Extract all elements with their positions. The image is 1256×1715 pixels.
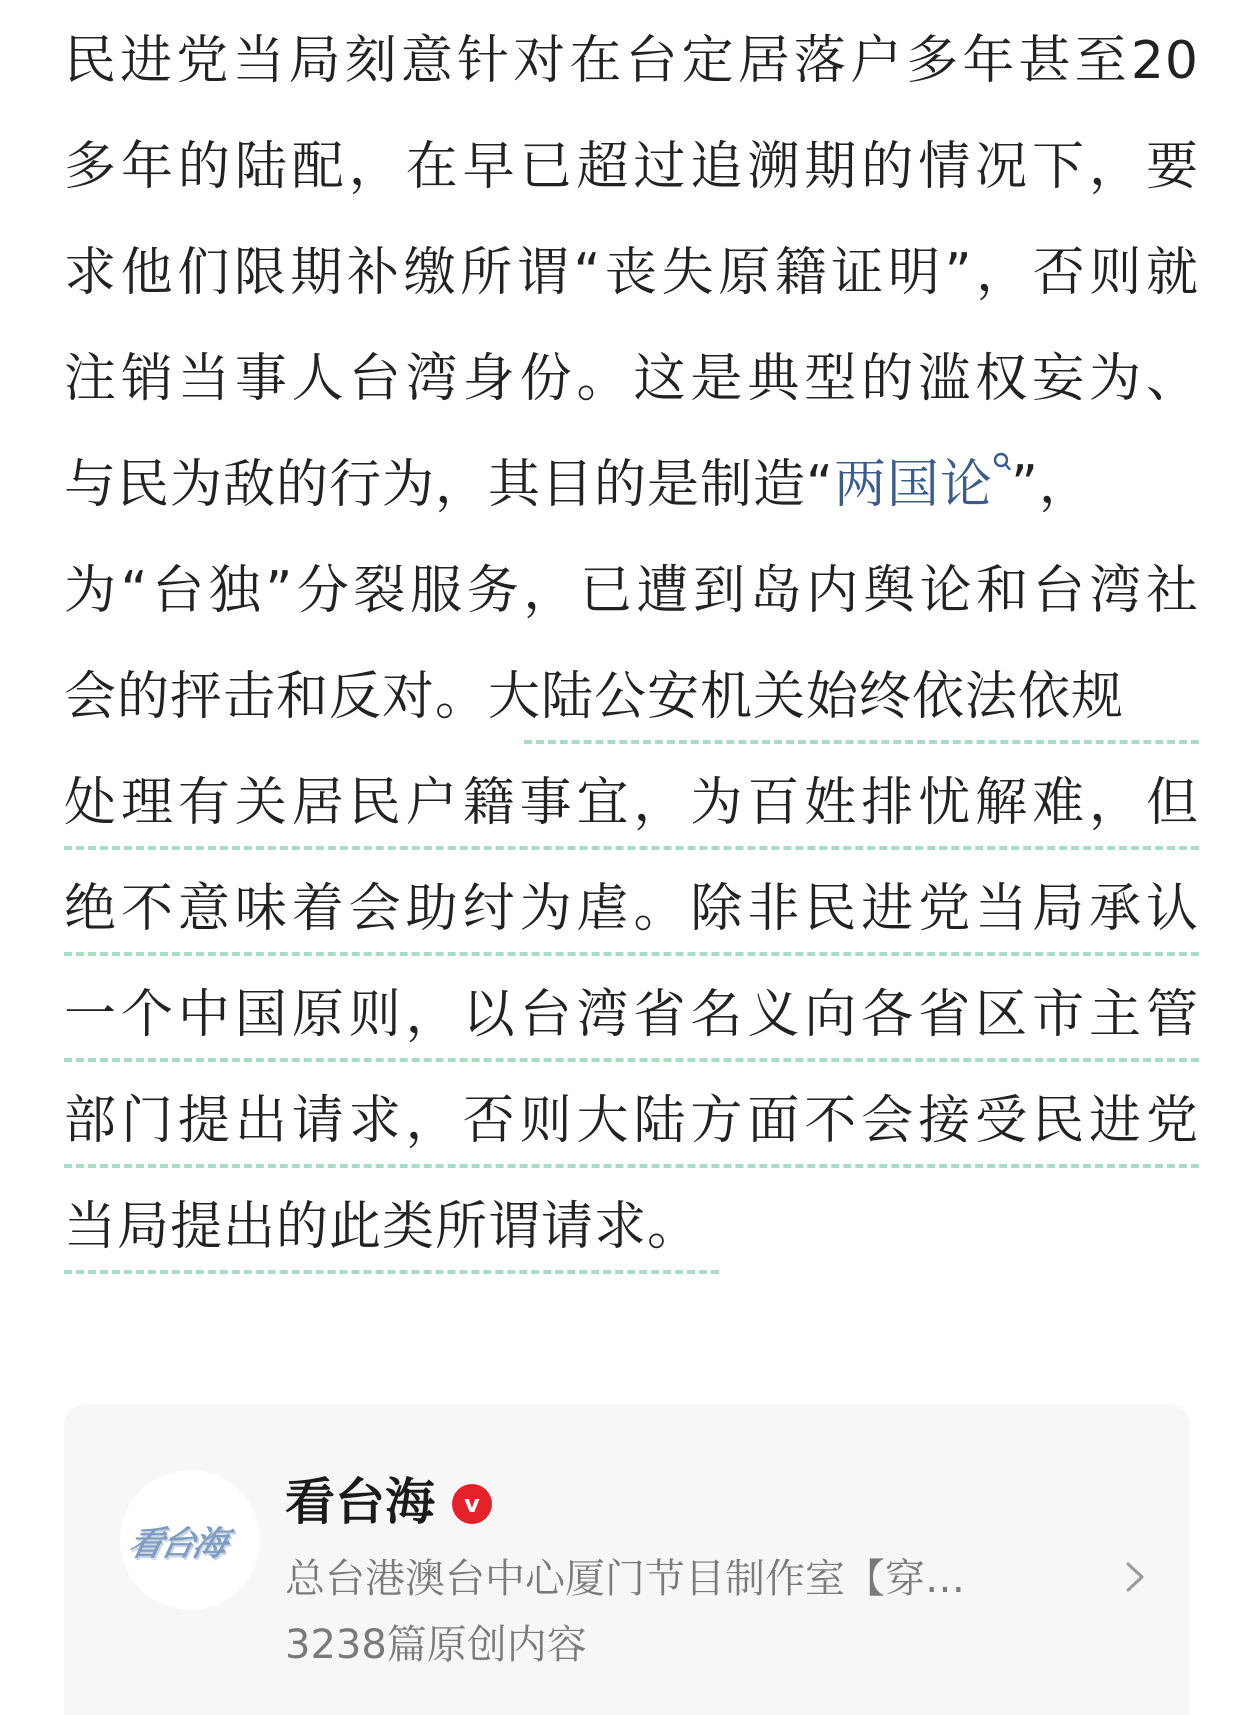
article-line-11[interactable]: 部门提出请求，否则大陆方面不会接受民进党 [64, 1068, 1199, 1174]
author-name[interactable]: 看台海 [285, 1473, 435, 1531]
article-line-12[interactable]: 当局提出的此类所谓请求。 [64, 1174, 1199, 1280]
avatar-logo-text: 看台海 [125, 1524, 230, 1564]
chevron-right-icon[interactable] [1120, 1552, 1150, 1602]
article-body [64, 8, 1199, 1280]
article-line-4: 注销当事人台湾身份。这是典型的滥权妄为、 [64, 349, 1199, 409]
article-line-5-tail: ”， [1010, 455, 1092, 515]
keyword-link[interactable] [834, 455, 1011, 515]
search-icon[interactable] [993, 452, 1011, 482]
article-line-6: 为“台独”分裂服务，已遭到岛内舆论和台湾社 [64, 561, 1199, 621]
keyword-link-text[interactable]: 两国论 [833, 455, 993, 515]
highlighted-text[interactable]: 大陆公安机关始终依法依规 [488, 667, 1125, 727]
author-card[interactable] [64, 1404, 1190, 1715]
article-line-5 [64, 432, 1199, 538]
author-description: 总台港澳台中心厦门节目制作室【穿… [285, 1556, 965, 1602]
article-line-7 [64, 644, 1199, 750]
article-line-7-text: 会的抨击和反对。 [64, 667, 489, 727]
avatar[interactable] [120, 1470, 260, 1610]
verified-badge-icon: v [452, 1484, 492, 1524]
article-line-3: 求他们限期补缴所谓“丧失原籍证明”，否则就 [64, 243, 1199, 303]
article-line-8[interactable]: 处理有关居民户籍事宜，为百姓排忧解难，但 [64, 750, 1199, 856]
article-line-1: 民进党当局刻意针对在台定居落户多年甚至20 [64, 31, 1199, 91]
original-content-count: 3238篇原创内容 [285, 1622, 587, 1668]
article-line-2: 多年的陆配，在早已超过追溯期的情况下，要 [64, 137, 1199, 197]
article-line-10[interactable]: 一个中国原则，以台湾省名义向各省区市主管 [64, 962, 1199, 1068]
article-line-5-text: 与民为敌的行为，其目的是制造“ [64, 455, 834, 515]
article-line-9[interactable]: 绝不意味着会助纣为虐。除非民进党当局承认 [64, 856, 1199, 962]
